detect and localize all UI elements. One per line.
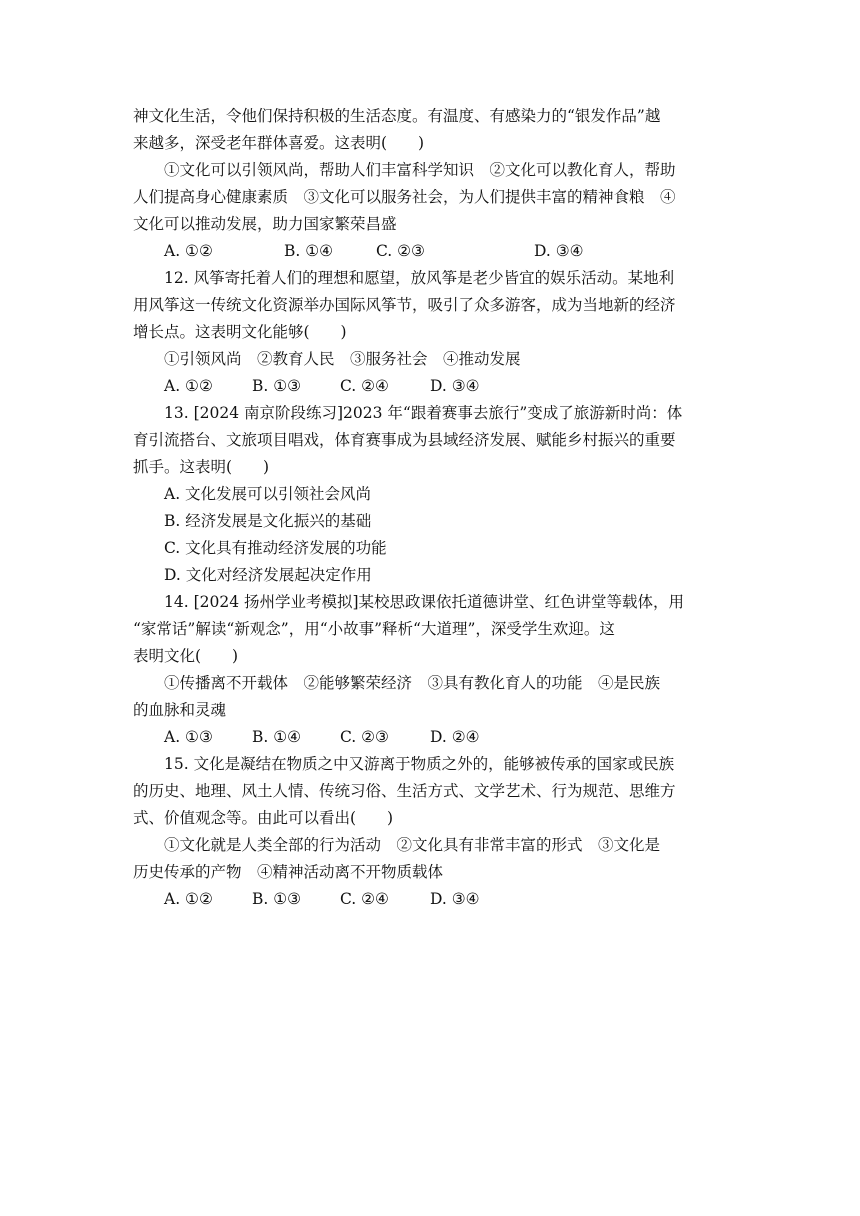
q15-options [164,889,734,909]
q14-stem-line-3: 表明文化( ) [133,647,239,665]
q14-options [164,727,734,747]
q12-stem-line-3: 增长点。这表明文化能够( ) [133,323,347,341]
q12-option-b: B. ①③ [252,377,302,395]
q14-statement-line-2: 的血脉和灵魂 [133,701,227,719]
q11-option-a: A. ①② [164,242,213,260]
q12-stem-line-2: 用风筝这一传统文化资源举办国际风筝节，吸引了众多游客，成为当地新的经济 [133,296,676,314]
q15-option-d: D. ③④ [430,890,480,908]
q14-option-d: D. ②④ [430,728,480,746]
q11-option-d: D. ③④ [534,242,584,260]
q15-option-b: B. ①③ [252,890,302,908]
q11-stem-line-1: 神文化生活，令他们保持积极的生活态度。有温度、有感染力的“银发作品”越 [133,107,661,125]
q13-stem-line-2: 育引流搭台、文旅项目唱戏，体育赛事成为县域经济发展、赋能乡村振兴的重要 [133,431,676,449]
q15-statement-line-2: 历史传承的产物 ④精神活动离不开物质载体 [133,863,444,881]
q12-option-d: D. ③④ [430,377,480,395]
q11-stem-line-2: 来越多，深受老年群体喜爱。这表明( ) [133,134,425,152]
q14-stem-line-1: 14. [2024 扬州学业考模拟]某校思政课依托道德讲堂、红色讲堂等载体，用 [164,593,685,611]
q14-option-a: A. ①③ [164,728,213,746]
q11-statement-line-3: 文化可以推动发展，助力国家繁荣昌盛 [133,215,397,233]
q15-statement-line-1: ①文化就是人类全部的行为活动 ②文化具有非常丰富的形式 ③文化是 [164,836,661,854]
q12-stem-line-1: 12. 风筝寄托着人们的理想和愿望，放风筝是老少皆宜的娱乐活动。某地利 [164,269,675,287]
q13-choice-a: A. 文化发展可以引领社会风尚 [164,485,372,503]
q13-choice-b: B. 经济发展是文化振兴的基础 [164,512,372,530]
q15-stem-line-1: 15. 文化是凝结在物质之中又游离于物质之外的，能够被传承的国家或民族 [164,755,675,773]
q13-choice-d: D. 文化对经济发展起决定作用 [164,566,372,584]
q12-statements: ①引领风尚 ②教育人民 ③服务社会 ④推动发展 [164,350,521,368]
q15-stem-line-3: 式、价值观念等。由此可以看出( ) [133,809,394,827]
q15-option-c: C. ②④ [340,890,389,908]
q14-stem-line-2: “家常话”解读“新观念”，用“小故事”释析“大道理”，深受学生欢迎。这 [133,620,615,638]
q12-option-a: A. ①② [164,377,213,395]
q13-stem-line-3: 抓手。这表明( ) [133,458,270,476]
q13-choice-c: C. 文化具有推动经济发展的功能 [164,539,387,557]
q12-option-c: C. ②④ [340,377,389,395]
q13-stem-line-1: 13. [2024 南京阶段练习]2023 年“跟着赛事去旅行”变成了旅游新时尚：体 [164,404,683,422]
q15-option-a: A. ①② [164,890,213,908]
q11-statement-line-1: ①文化可以引领风尚，帮助人们丰富科学知识 ②文化可以教化育人，帮助 [164,161,676,179]
q14-statement-line-1: ①传播离不开载体 ②能够繁荣经济 ③具有教化育人的功能 ④是民族 [164,674,661,692]
q14-option-b: B. ①④ [252,728,302,746]
q15-stem-line-2: 的历史、地理、风土人情、传统习俗、生活方式、文学艺术、行为规范、思维方 [133,782,676,800]
q11-option-c: C. ②③ [376,242,425,260]
q11-options [164,241,734,261]
q12-options [164,376,734,396]
q11-statement-line-2: 人们提高身心健康素质 ③文化可以服务社会，为人们提供丰富的精神食粮 ④ [133,188,676,206]
q11-option-b: B. ①④ [284,242,334,260]
q14-option-c: C. ②③ [340,728,389,746]
